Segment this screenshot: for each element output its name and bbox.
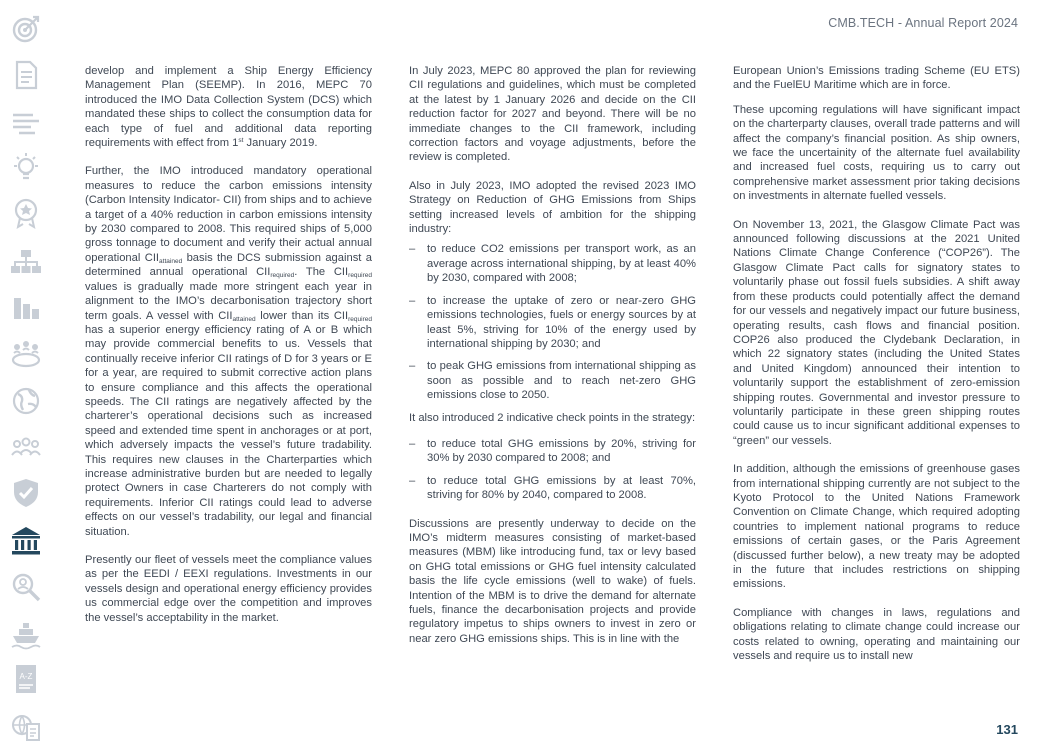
list-item: – to peak GHG emissions from international shipping as soon as possible and to reach net-zero GHG emissions close to 2050.: [409, 359, 696, 402]
list-item: – to reduce total GHG emissions by at least 70%, striving for 80% by 2040, compared to 2008.: [409, 474, 696, 503]
globe-document-icon[interactable]: [9, 710, 43, 744]
text-column-2: [409, 64, 696, 660]
paragraph: Also in July 2023, IMO adopted the revised 2023 IMO Strategy on Reduction of GHG Emissions from Ships setting increased levels of ambition for the shipping industry:: [409, 179, 696, 236]
paragraph: European Union’s Emissions trading Scheme (EU ETS) and the FuelEU Maritime which are in force.: [733, 65, 1020, 92]
wind-lines-icon[interactable]: [9, 104, 43, 138]
shield-check-icon[interactable]: [9, 476, 43, 510]
paragraph: Discussions are presently underway to decide on the IMO’s midterm measures consisting of market-based measures (MBM) like introducing fund, tax or levy based on GHG total emissions or GHG fuel intensity calculated basis the life cycle emissions (well to wake) of fuels. Intention of the MBM is to drive the demand for alternate fuels, finance the decarbonisation projects and provide regulatory impetus to ships owners to invest in zero or near zero GHG emissions ships. This is in line with the: [409, 517, 696, 645]
bar-chart-icon[interactable]: [9, 290, 43, 324]
people-group-icon[interactable]: [9, 336, 43, 370]
magnifier-icon[interactable]: [9, 570, 43, 604]
paragraph: Presently our fleet of vessels meet the compliance values as per the EEDI / EEXI regulations. Investments in our vessels design and operational energy efficiency provides us commercial edge over the competition and improves the vessel’s acceptability in the market.: [85, 554, 372, 624]
target-list: [409, 242, 696, 402]
institution-icon[interactable]: [9, 524, 43, 558]
paragraph: In July 2023, MEPC 80 approved the plan for reviewing CII regulations and guidelines, which must be completed at the latest by 1 January 2026 and decide on the CII reduction factor for 2027 and beyond. There will be no immediate changes to the CII framework, including correction factors and voyage adjustments, before the review is completed.: [409, 65, 696, 164]
list-item: – to reduce CO2 emissions per transport work, as an average across international shipping, by at least 40% by 2030, compared with 2008;: [409, 242, 696, 285]
sidebar-nav: [0, 0, 56, 756]
document-icon[interactable]: [9, 58, 43, 92]
people-icon[interactable]: [9, 430, 43, 464]
paragraph: develop and implement a Ship Energy Efficiency Management Plan (SEEMP). In 2016, MEPC 70 introduced the IMO Data Collection System (DCS) which mandated these ships to collect the consumption data for each type of fuel and additional data reporting requirements with effect from 1st January 2019.: [85, 65, 372, 150]
paragraph: On November 13, 2021, the Glasgow Climate Pact was announced following discussions at the 2021 United Nations Climate Change Conference (“COP26”). The Glasgow Climate Pact calls for signatory states to voluntarily phase out fossil fuels subsidies. A shift away from these products could potentially affect the demand for our vessels and negatively impact our future business, operating results, cash flows and financial position. COP26 also produced the Clydebank Declaration, in which 22 signatory states (including the United States and United Kingdom) announced their intention to voluntarily support the establishment of zero-emission shipping routes. Governmental and investor pressure to voluntarily participate in these green shipping routes could cause us to incur significant additional expenses to “green” our vessels.: [733, 218, 1020, 447]
page-number: 131: [996, 722, 1018, 737]
org-chart-icon[interactable]: [9, 244, 43, 278]
checkpoint-list: [409, 437, 696, 503]
award-icon[interactable]: [9, 196, 43, 230]
paragraph: Compliance with changes in laws, regulations and obligations relating to climate change could increase our costs related to owning, operating and maintaining our vessels and require us to install new: [733, 606, 1020, 663]
report-header: CMB.TECH - Annual Report 2024: [828, 16, 1018, 30]
a-z-label: A-Z: [19, 672, 33, 681]
list-item: – to reduce total GHG emissions by 20%, striving for 30% by 2030 compared to 2008; and: [409, 437, 696, 466]
list-item: – to increase the uptake of zero or near-zero GHG emissions technologies, fuels or energy sources by at least 5%, striving for 10% of the energy used by international shipping by 2030; and: [409, 294, 696, 352]
text-column-1: [85, 64, 372, 639]
text-column-3: [733, 64, 1020, 677]
ship-icon[interactable]: [9, 616, 43, 650]
paragraph: It also introduced 2 indicative check points in the strategy:: [409, 411, 696, 424]
paragraph: In addition, although the emissions of greenhouse gases from international shipping currently are not subject to the Kyoto Protocol to the United Nations Framework Convention on Climate Change, which required adopting countries to implement national programs to reduce emissions of certain gases, or the Paris Agreement (discussed further below), a new treaty may be adopted in the future that includes restrictions on shipping emissions.: [733, 463, 1020, 591]
target-icon[interactable]: [9, 12, 43, 46]
a-z-icon[interactable]: [9, 662, 43, 696]
paragraph: These upcoming regulations will have significant impact on the charterparty clauses, overall trade patterns and will affect the company’s financial position. As ship owners, we face the uncertainity of the alternate fuel availability and increased fuel costs, requiring us to carry out comprehensive market assessment prior taking decisions on investments in alternate fuelled vessels.: [733, 103, 1020, 203]
globe-icon[interactable]: [9, 384, 43, 418]
paragraph: Further, the IMO introduced mandatory operational measures to reduce the carbon emissions intensity (Carbon Intensity Indicator- CII) from ships and to achieve a target of a 40% reduction in carbon emissions intensity by 2030 compared to 2008. This required ships of 5,000 gross tonnage to document and verify their actual annual operational $CII_{attained}$ basis the DCS submission against a determined annual operational $CII_{required}$. The $CII_{required}$ values is gradually made more stringent each year in alignment to the IMO’s decarbonisation trajectory short term goals. A vessel with $CII_{attained}$ lower than its $CII_{required}$ has a superior energy efficiency rating of A or B which may provide commercial benefits to us. Vessels that continually receive inferior CII ratings of D for 3 years or E for a year, are required to submit corrective action plans to ensure compliance and this affects the operational speeds. The CII ratings are negatively affected by the charterer’s operational decisions such as increased speed and extended time spent in anchorages or at port, which adversely impacts the vessel’s future tradability. This requires new clauses in the Charterparties which increase administrative burden but are needed to legally protect Owners in case Charterers do not comply with requirements. Inferior CII ratings could lead to adverse effects on our vessel’s tradability, our legal and financial situation.: [85, 165, 373, 538]
lightbulb-icon[interactable]: [9, 150, 43, 184]
